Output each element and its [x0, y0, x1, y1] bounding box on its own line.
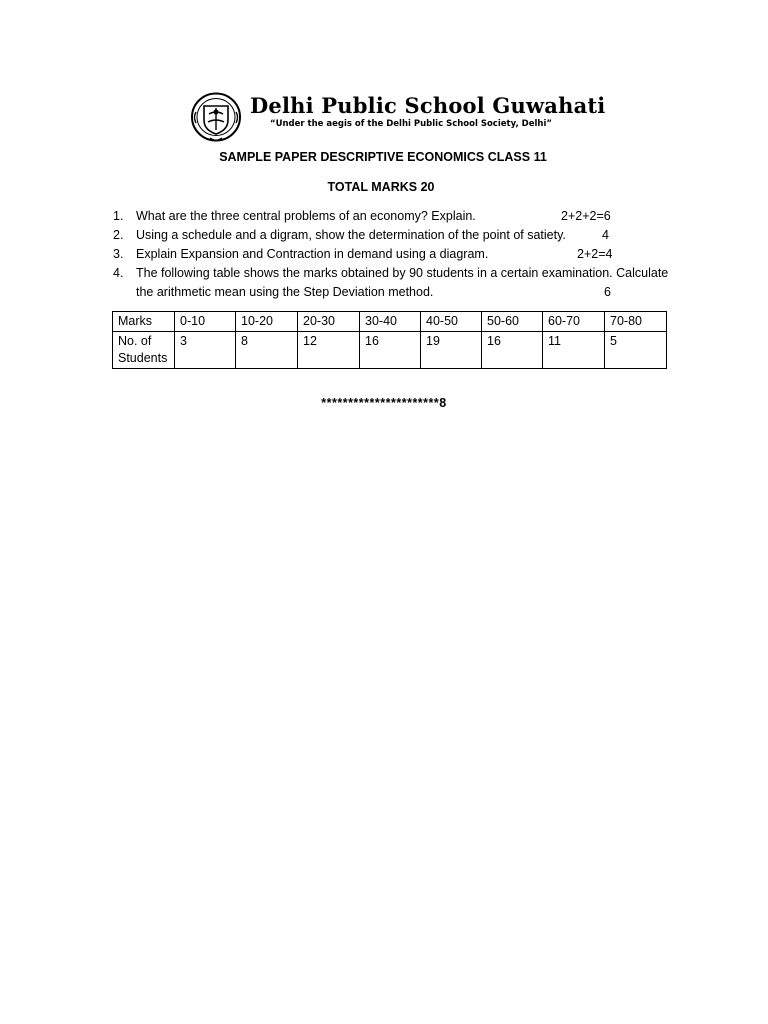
question-marks: 6	[604, 285, 611, 299]
school-tagline: “Under the aegis of the Delhi Public School Society, Delhi”	[270, 119, 552, 129]
table-cell: Marks	[113, 312, 175, 332]
total-marks: TOTAL MARKS 20	[327, 180, 435, 194]
question-text: Using a schedule and a digram, show the determination of the point of satiety.	[136, 228, 566, 242]
table-row	[113, 332, 667, 369]
table-cell: 70-80	[605, 312, 667, 332]
row-label-line: No. of	[118, 334, 152, 348]
school-header	[190, 92, 606, 144]
question-number: 2.	[113, 228, 124, 242]
question-number: 3.	[113, 247, 124, 261]
question-text: The following table shows the marks obtained by 90 students in a certain examination. Calculate	[136, 266, 669, 280]
question-4-continued	[113, 283, 693, 302]
end-of-paper-marker: **********************8	[321, 396, 447, 410]
table-cell: 8	[236, 332, 298, 369]
question-text: the arithmetic mean using the Step Deviation method.	[136, 285, 434, 299]
table-cell: 19	[421, 332, 482, 369]
table-cell: 40-50	[421, 312, 482, 332]
question-number: 1.	[113, 209, 124, 223]
question-marks: 2+2=4	[577, 247, 613, 261]
table-cell: 10-20	[236, 312, 298, 332]
question-1	[113, 207, 693, 226]
question-marks: 4	[602, 228, 609, 242]
table-cell: 16	[360, 332, 421, 369]
table-cell: 11	[543, 332, 605, 369]
question-4	[113, 264, 693, 283]
question-marks: 2+2+2=6	[561, 209, 611, 223]
marks-distribution-table	[112, 311, 667, 369]
question-2	[113, 226, 693, 245]
table-cell: 12	[298, 332, 360, 369]
question-text: Explain Expansion and Contraction in demand using a diagram.	[136, 247, 489, 261]
school-name: Delhi Public School Guwahati	[250, 93, 606, 118]
table-cell: 5	[605, 332, 667, 369]
table-cell: 0-10	[175, 312, 236, 332]
question-3	[113, 245, 693, 264]
school-crest-logo	[190, 92, 242, 142]
table-cell: 30-40	[360, 312, 421, 332]
table-cell: 20-30	[298, 312, 360, 332]
table-cell: 50-60	[482, 312, 543, 332]
question-list	[113, 207, 693, 302]
table-header-row	[113, 312, 667, 332]
paper-title: SAMPLE PAPER DESCRIPTIVE ECONOMICS CLASS 11	[219, 150, 547, 164]
row-label-line: Students	[118, 351, 168, 365]
table-cell: 60-70	[543, 312, 605, 332]
table-cell: 16	[482, 332, 543, 369]
table-row-label	[113, 332, 175, 369]
question-number: 4.	[113, 266, 124, 280]
question-text: What are the three central problems of an economy? Explain.	[136, 209, 476, 223]
table-cell: 3	[175, 332, 236, 369]
